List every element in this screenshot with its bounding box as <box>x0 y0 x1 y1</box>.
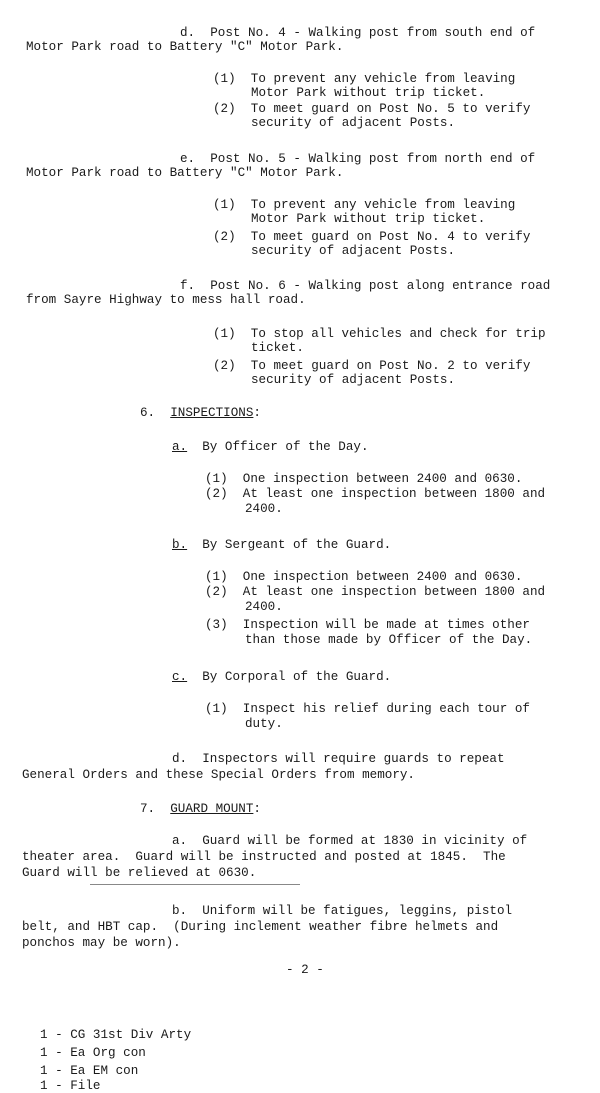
post4-item2: (2) To meet guard on Post No. 5 to verify <box>213 102 531 116</box>
inspections-a-item2: (2) At least one inspection between 1800 and <box>205 487 546 501</box>
inspections-heading: 6. INSPECTIONS: <box>140 406 261 420</box>
inspections-d-line1: d. Inspectors will require guards to repeat <box>172 752 505 766</box>
distribution-item: 1 - Ea Org con <box>40 1046 146 1060</box>
inspections-c: c. By Corporal of the Guard. <box>172 670 392 684</box>
section-title: GUARD MOUNT <box>170 802 254 816</box>
guard-mount-heading: 7. GUARD MOUNT: <box>140 802 261 816</box>
post4-item1: (1) To prevent any vehicle from leaving <box>213 72 516 86</box>
inspections-b: b. By Sergeant of the Guard. <box>172 538 392 552</box>
inspections-a-item2-cont: 2400. <box>245 502 283 516</box>
subsection-letter: c. <box>172 670 188 684</box>
section-number: 6. <box>140 406 156 420</box>
page-number: - 2 - <box>286 963 324 977</box>
post5-item2-cont: security of adjacent Posts. <box>251 244 456 258</box>
inspections-a: a. By Officer of the Day. <box>172 440 369 454</box>
inspections-c-item1: (1) Inspect his relief during each tour of <box>205 702 530 716</box>
inspections-b-item1: (1) One inspection between 2400 and 0630. <box>205 570 523 584</box>
inspections-d-line2: General Orders and these Special Orders from memory. <box>22 768 415 782</box>
post6-line2: from Sayre Highway to mess hall road. <box>26 293 306 307</box>
guard-mount-b-line1: b. Uniform will be fatigues, leggins, pistol <box>172 904 513 918</box>
post4-line2: Motor Park road to Battery "C" Motor Park. <box>26 40 344 54</box>
inspections-c-item1-cont: duty. <box>245 717 283 731</box>
guard-mount-a-line2: theater area. Guard will be instructed and posted at 1845. The <box>22 850 506 864</box>
distribution-item: 1 - Ea EM con <box>40 1064 139 1078</box>
post6-item2-cont: security of adjacent Posts. <box>251 373 456 387</box>
post4-item1-cont: Motor Park without trip ticket. <box>251 86 486 100</box>
inspections-a-item1: (1) One inspection between 2400 and 0630. <box>205 472 523 486</box>
section-number: 7. <box>140 802 156 816</box>
inspections-b-item2: (2) At least one inspection between 1800 and <box>205 585 546 599</box>
post6-item1-cont: ticket. <box>251 341 304 355</box>
post5-item1: (1) To prevent any vehicle from leaving <box>213 198 516 212</box>
post5-item1-cont: Motor Park without trip ticket. <box>251 212 486 226</box>
post4-line1: d. Post No. 4 - Walking post from south end of <box>180 26 536 40</box>
post6-item1: (1) To stop all vehicles and check for trip <box>213 327 546 341</box>
post5-item2: (2) To meet guard on Post No. 4 to verify <box>213 230 531 244</box>
post4-item2-cont: security of adjacent Posts. <box>251 116 456 130</box>
distribution-item: 1 - File <box>40 1079 101 1093</box>
guard-mount-a-line1: a. Guard will be formed at 1830 in vicinity of <box>172 834 528 848</box>
inspections-b-item3: (3) Inspection will be made at times other <box>205 618 530 632</box>
post5-line2: Motor Park road to Battery "C" Motor Park. <box>26 166 344 180</box>
guard-mount-b-line3: ponchos may be worn). <box>22 936 181 950</box>
inspections-b-item2-cont: 2400. <box>245 600 283 614</box>
ink-smudge-line <box>90 884 300 885</box>
subsection-letter: a. <box>172 440 188 454</box>
guard-mount-b-line2: belt, and HBT cap. (During inclement weather fibre helmets and <box>22 920 499 934</box>
post6-item2: (2) To meet guard on Post No. 2 to verify <box>213 359 531 373</box>
post5-line1: e. Post No. 5 - Walking post from north end of <box>180 152 536 166</box>
post6-line1: f. Post No. 6 - Walking post along entrance road <box>180 279 551 293</box>
guard-mount-a-line3: Guard will be relieved at 0630. <box>22 866 257 880</box>
distribution-item: 1 - CG 31st Div Arty <box>40 1028 192 1042</box>
inspections-b-item3-cont: than those made by Officer of the Day. <box>245 633 533 647</box>
section-title: INSPECTIONS <box>170 406 254 420</box>
subsection-letter: b. <box>172 538 188 552</box>
